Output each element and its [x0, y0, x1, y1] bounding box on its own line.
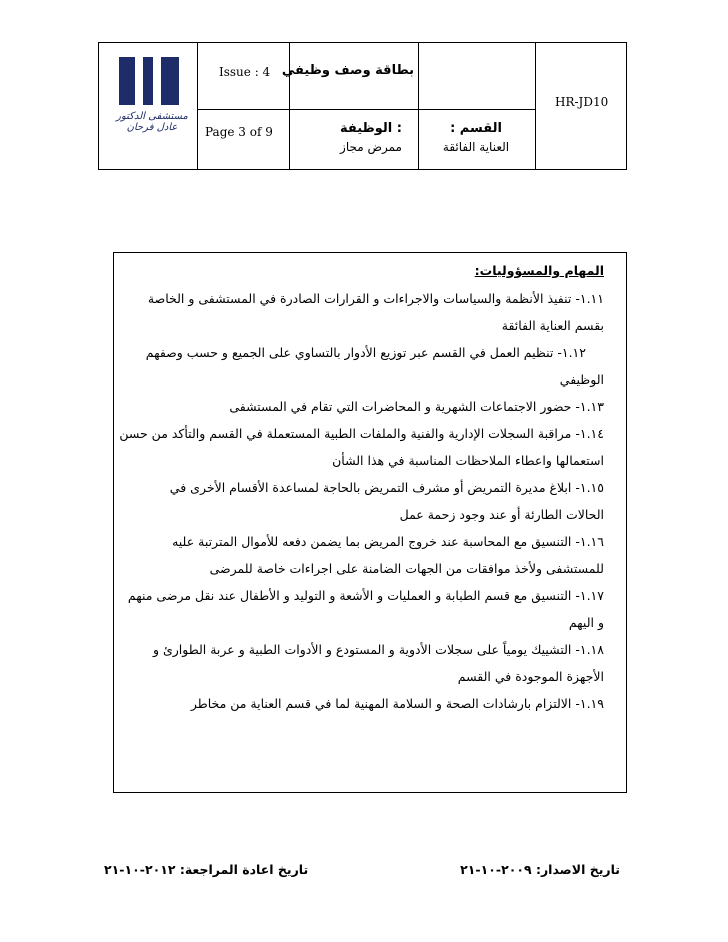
section-heading: المهام والمسؤوليات:: [474, 263, 604, 278]
responsibility-line: ١.١٩- الالتزام بارشادات الصحة و السلامة المهنية لما في قسم العناية من مخاطر: [190, 696, 604, 711]
responsibility-line: ١.١٧- التنسيق مع قسم الطبابة و العمليات و الأشعة و التوليد و الأطفال عند نقل مرضى منهم: [127, 588, 604, 603]
responsibility-line: الأجهزة الموجودة في القسم: [457, 669, 604, 684]
logo-text: مستشفى الدكتور عادل فرحان: [116, 111, 188, 133]
card-title: بطاقة وصف وظيفي: [281, 63, 414, 78]
department-value: العناية الفائقة: [442, 140, 510, 154]
header-divider: [197, 43, 198, 169]
responsibility-line: ١.١١- تنفيذ الأنظمة والسياسات والاجراءات و القرارات الصادرة في المستشفى و الخاصة: [147, 291, 604, 306]
issue-date: تاريخ الاصدار: ٢٠٠٩-١٠-٢١: [460, 862, 620, 877]
responsibility-line: و اليهم: [568, 615, 604, 630]
hospital-logo: [113, 57, 191, 139]
job-value: ممرض مجاز: [340, 140, 402, 154]
department-label: القسم :: [450, 121, 502, 136]
page-number: Page 3 of 9: [205, 125, 273, 139]
responsibility-line: ١.١٣- حضور الاجتماعات الشهرية و المحاضرات التي تقام في المستشفى: [229, 399, 604, 414]
document-code: HR-JD10: [555, 95, 609, 109]
review-date: تاريخ اعادة المراجعة: ٢٠١٢-١٠-٢١: [104, 862, 309, 877]
header-divider: [535, 43, 536, 169]
header-divider: [289, 43, 290, 169]
responsibility-line: ١.١٦- التنسيق مع المحاسبة عند خروج المريض بما يضمن دفعه للأموال المترتبة عليه: [172, 534, 604, 549]
responsibility-line: ١.١٨- التشييك يومياً على سجلات الأدوية و المستودع و الأدوات الطبية و عربة الطوارئ و: [152, 642, 604, 657]
issue-number: Issue : 4: [219, 65, 271, 79]
responsibility-line: ١.١٢- تنظيم العمل في القسم عبر توزيع الأدوار بالتساوي على الجميع و حسب وصفهم: [145, 345, 586, 360]
document-header-table: [98, 42, 627, 170]
responsibility-line: بقسم العناية الفائقة: [501, 318, 604, 333]
job-label: : الوظيفة: [339, 121, 402, 136]
responsibility-line: استعمالها واعطاء الملاحظات المناسبة في هذا الشأن: [332, 453, 604, 468]
responsibilities-content: [104, 262, 604, 722]
responsibility-line: ١.١٥- ابلاغ مديرة التمريض أو مشرف التمريض بالحاجة لمساعدة الأقسام الأخرى في: [169, 480, 604, 495]
responsibility-line: الوظيفي: [559, 372, 604, 387]
responsibility-line: ١.١٤- مراقبة السجلات الإدارية والفنية والملفات الطبية المستعملة في القسم والتأكد من حسن: [119, 426, 604, 441]
responsibility-line: الحالات الطارئة أو عند وجود زحمة عمل: [399, 507, 604, 522]
responsibility-line: للمستشفى ولأخذ موافقات من الجهات الضامنة على اجراءات خاصة للمرضى: [209, 561, 604, 576]
header-row-divider: [197, 109, 535, 110]
